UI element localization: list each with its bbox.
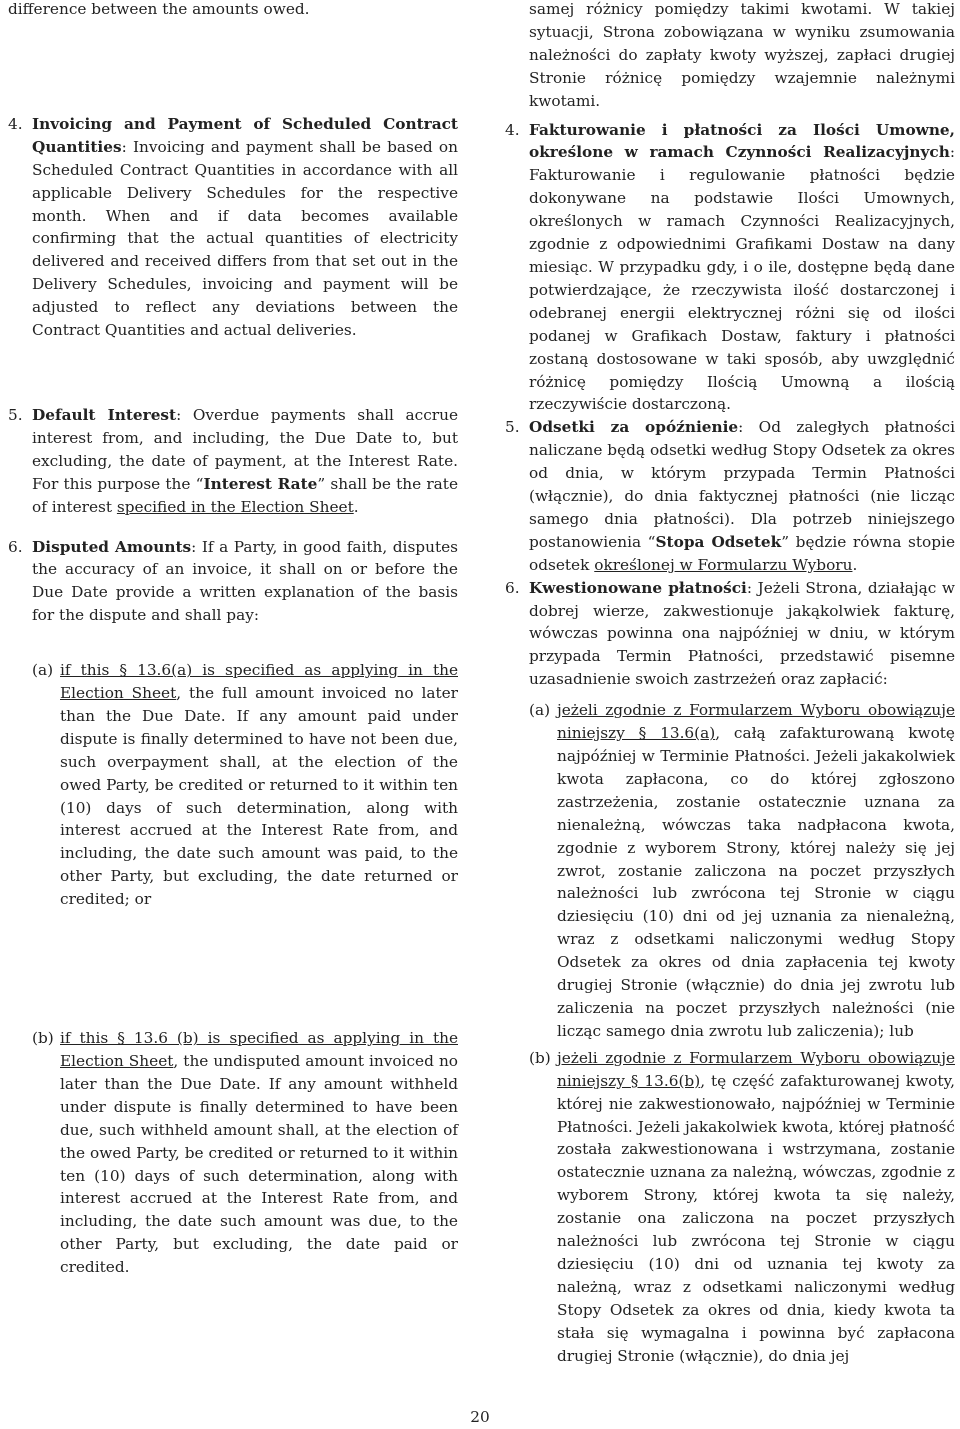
- subsection-body: , tę część zafakturowanej kwoty, której nie zakwestionowało, najpóźniej w Terminie Płatności. Jeżeli jakakolwiek kwota, której płatność została zakwestionowana i wstrzymana, zostanie ostatecznie uznana za należną, wówczas, zgodnie z wyborem Strony, której kwota ta się należy, zostanie ona zaliczona na poczet przyszłych należności lub zwrócona tej Stronie w ciągu dziesięciu (10) dni od uznania tej kwoty za należną, wraz z odsetkami naliczonymi według Stopy Odsetek za okres od dnia, kiedy kwota ta stała się wymagalna i powinna być zapłacona drugiej Stronie (włącznie), do dnia jej: [557, 1071, 955, 1365]
- section-title: Fakturowanie i płatności za Ilości Umowne, określone w ramach Czynności Realizacyjnych: [529, 120, 955, 162]
- section-body: .: [353, 497, 359, 516]
- subsection-b: [8, 1027, 458, 1279]
- reference-link[interactable]: specified in the Election Sheet: [116, 497, 354, 516]
- subsection-label: (b): [32, 1029, 54, 1048]
- section-body: ” shall be the rate of interest: [32, 474, 458, 516]
- section-4: [505, 119, 955, 417]
- subsection-body: , the undisputed amount invoiced no later than the Due Date. If any amount withheld under dispute is finally determined to have been due, such withheld amount shall, at the election of the owed Party, be credited or returned to it within ten (10) days of such determination, along with interest accrued at the Interest Rate from, and including, the date such amount was due, to the other Party, but excluding, the date paid or credited.: [60, 1052, 458, 1277]
- subsection-body: , the full amount invoiced no later than the Due Date. If any amount paid under dispute is finally determined to have not been due, such overpayment shall, at the election of the owed Party, be credited or returned to it within ten (10) days of such determination, along with interest accrued at the Interest Rate from, and including, the date such amount was paid, to the other Party, but excluding, the date returned or credited; or: [60, 684, 458, 909]
- section-body: : If a Party, in good faith, disputes the accuracy of an invoice, it shall on or before the Due Date provide a written explanation of the basis for the dispute and shall pay:: [32, 537, 458, 625]
- continuation-text: difference between the amounts owed.: [8, 0, 310, 18]
- section-title: Invoicing and Payment of Scheduled Contract Quantities: [32, 114, 458, 156]
- section-body: : Fakturowanie i regulowanie płatności będzie dokonywane na podstawie Ilości Umownych, określonych w ramach Czynności Realizacyjnych, zgodnie z odpowiednimi Grafikami Dostaw na dany miesiąc. W przypadku gdy, i o ile, dostępne będą dane potwierdzające, że rzeczywista ilość dostarczonej i odebranej energii elektrycznej różni się od ilości podanej w Grafikach Dostaw, faktury i płatności zostaną dostosowane w taki sposób, aby uwzględnić różnicę pomiędzy Ilością Umowną a ilością rzeczywiście dostarczoną.: [529, 143, 955, 414]
- subsection-a: [505, 699, 955, 1043]
- subsection-label: (a): [32, 661, 54, 680]
- section-number: 5.: [8, 405, 23, 424]
- reference-link[interactable]: if this § 13.6 (b) is specified as applying in the Election Sheet: [60, 1029, 458, 1070]
- reference-link[interactable]: określonej w Formularzu Wyboru: [594, 555, 853, 574]
- section-body: : Jeżeli Strona, działając w dobrej wierze, zakwestionuje jakąkolwiek fakturę, wówczas powinna ona najpóźniej w dniu, w którym przypada Termin Płatności, przedstawić pisemne uzasadnienie swoich zastrzeżeń oraz zapłacić:: [529, 578, 956, 689]
- page-number: 20: [470, 1408, 490, 1426]
- continuation-text: samej różnicy pomiędzy takimi kwotami. W takiej sytuacji, Strona zobowiązana w wyniku zsumowania należności do zapłaty kwoty wyższej, zapłaci drugiej Stronie różnicę pomiędzy wzajemnie należnymi kwotami.: [529, 0, 955, 110]
- subsection-b: [505, 1047, 955, 1368]
- section-number: 4.: [8, 114, 23, 133]
- subsection-a: [8, 659, 458, 911]
- section-body: : Invoicing and payment shall be based on Scheduled Contract Quantities in accordance with all applicable Delivery Schedules for the respective month. When and if data becomes available confirming that the actual quantities of electricity delivered and received differs from that set out in the Delivery Schedules, invoicing and payment will be adjusted to reflect any deviations between the Contract Quantities and actual deliveries.: [32, 137, 458, 340]
- reference-link[interactable]: jeżeli zgodnie z Formularzem Wyboru obowiązuje niniejszy § 13.6(a): [557, 701, 955, 743]
- section-body: ” będzie równa stopie odsetek: [529, 532, 956, 574]
- subsection-label: (a): [529, 701, 551, 720]
- section-title: Default Interest: [32, 405, 177, 424]
- section-4: [8, 113, 458, 342]
- section-number: 5.: [505, 418, 520, 437]
- polish-column: [505, 0, 955, 1367]
- defined-term: Interest Rate: [203, 474, 318, 493]
- reference-link[interactable]: jeżeli zgodnie z Formularzem Wyboru obowiązuje niniejszy § 13.6(b): [557, 1048, 955, 1090]
- defined-term: Stopa Odsetek: [655, 532, 782, 551]
- section-body: .: [852, 555, 858, 574]
- section-title: Odsetki za opóźnienie: [529, 418, 739, 437]
- section-6: [505, 577, 955, 692]
- english-column: [8, 0, 458, 1279]
- section-6: [8, 536, 458, 628]
- section-title: Kwestionowane płatności: [529, 578, 747, 597]
- subsection-label: (b): [529, 1048, 551, 1067]
- section-5: [505, 416, 955, 576]
- section-number: 4.: [505, 120, 520, 139]
- subsection-body: , całą zafakturowaną kwotę najpóźniej w Terminie Płatności. Jeżeli jakakolwiek kwota zapłacona, co do której zgłoszono zastrzeżenia, zostanie ostatecznie uznana za nienależną, wówczas taka nadpłacona kwota, zgodnie z wyborem Strony, której należy się jej zwrot, zostanie zaliczona na poczet przyszłych należności lub zwrócona tej Stronie w ciągu dziesięciu (10) dni od jej uznania za nienależną, wraz z odsetkami naliczonymi według Stopy Odsetek za okres od dnia zapłacenia tej kwoty drugiej Stronie (włącznie) do dnia jej zwrotu lub zaliczenia na poczet przyszłych należności (nie licząc samego dnia zwrotu lub zaliczenia); lub: [557, 724, 955, 1040]
- section-title: Disputed Amounts: [32, 537, 192, 556]
- section-body: : Od zaległych płatności naliczane będą odsetki według Stopy Odsetek za okres od dnia, w którym przypada Termin Płatności (włącznie), do dnia faktycznej płatności (nie licząc samego dnia płatności). Dla potrzeb niniejszego postanowienia “: [529, 418, 955, 551]
- section-body: : Overdue payments shall accrue interest from, and including, the Due Date to, but excluding, the date of payment, at the Interest Rate. For this purpose the “: [32, 405, 458, 493]
- section-number: 6.: [505, 578, 520, 597]
- section-number: 6.: [8, 537, 23, 556]
- reference-link[interactable]: if this § 13.6(a) is specified as applying in the Election Sheet: [60, 661, 458, 703]
- section-5: [8, 404, 458, 519]
